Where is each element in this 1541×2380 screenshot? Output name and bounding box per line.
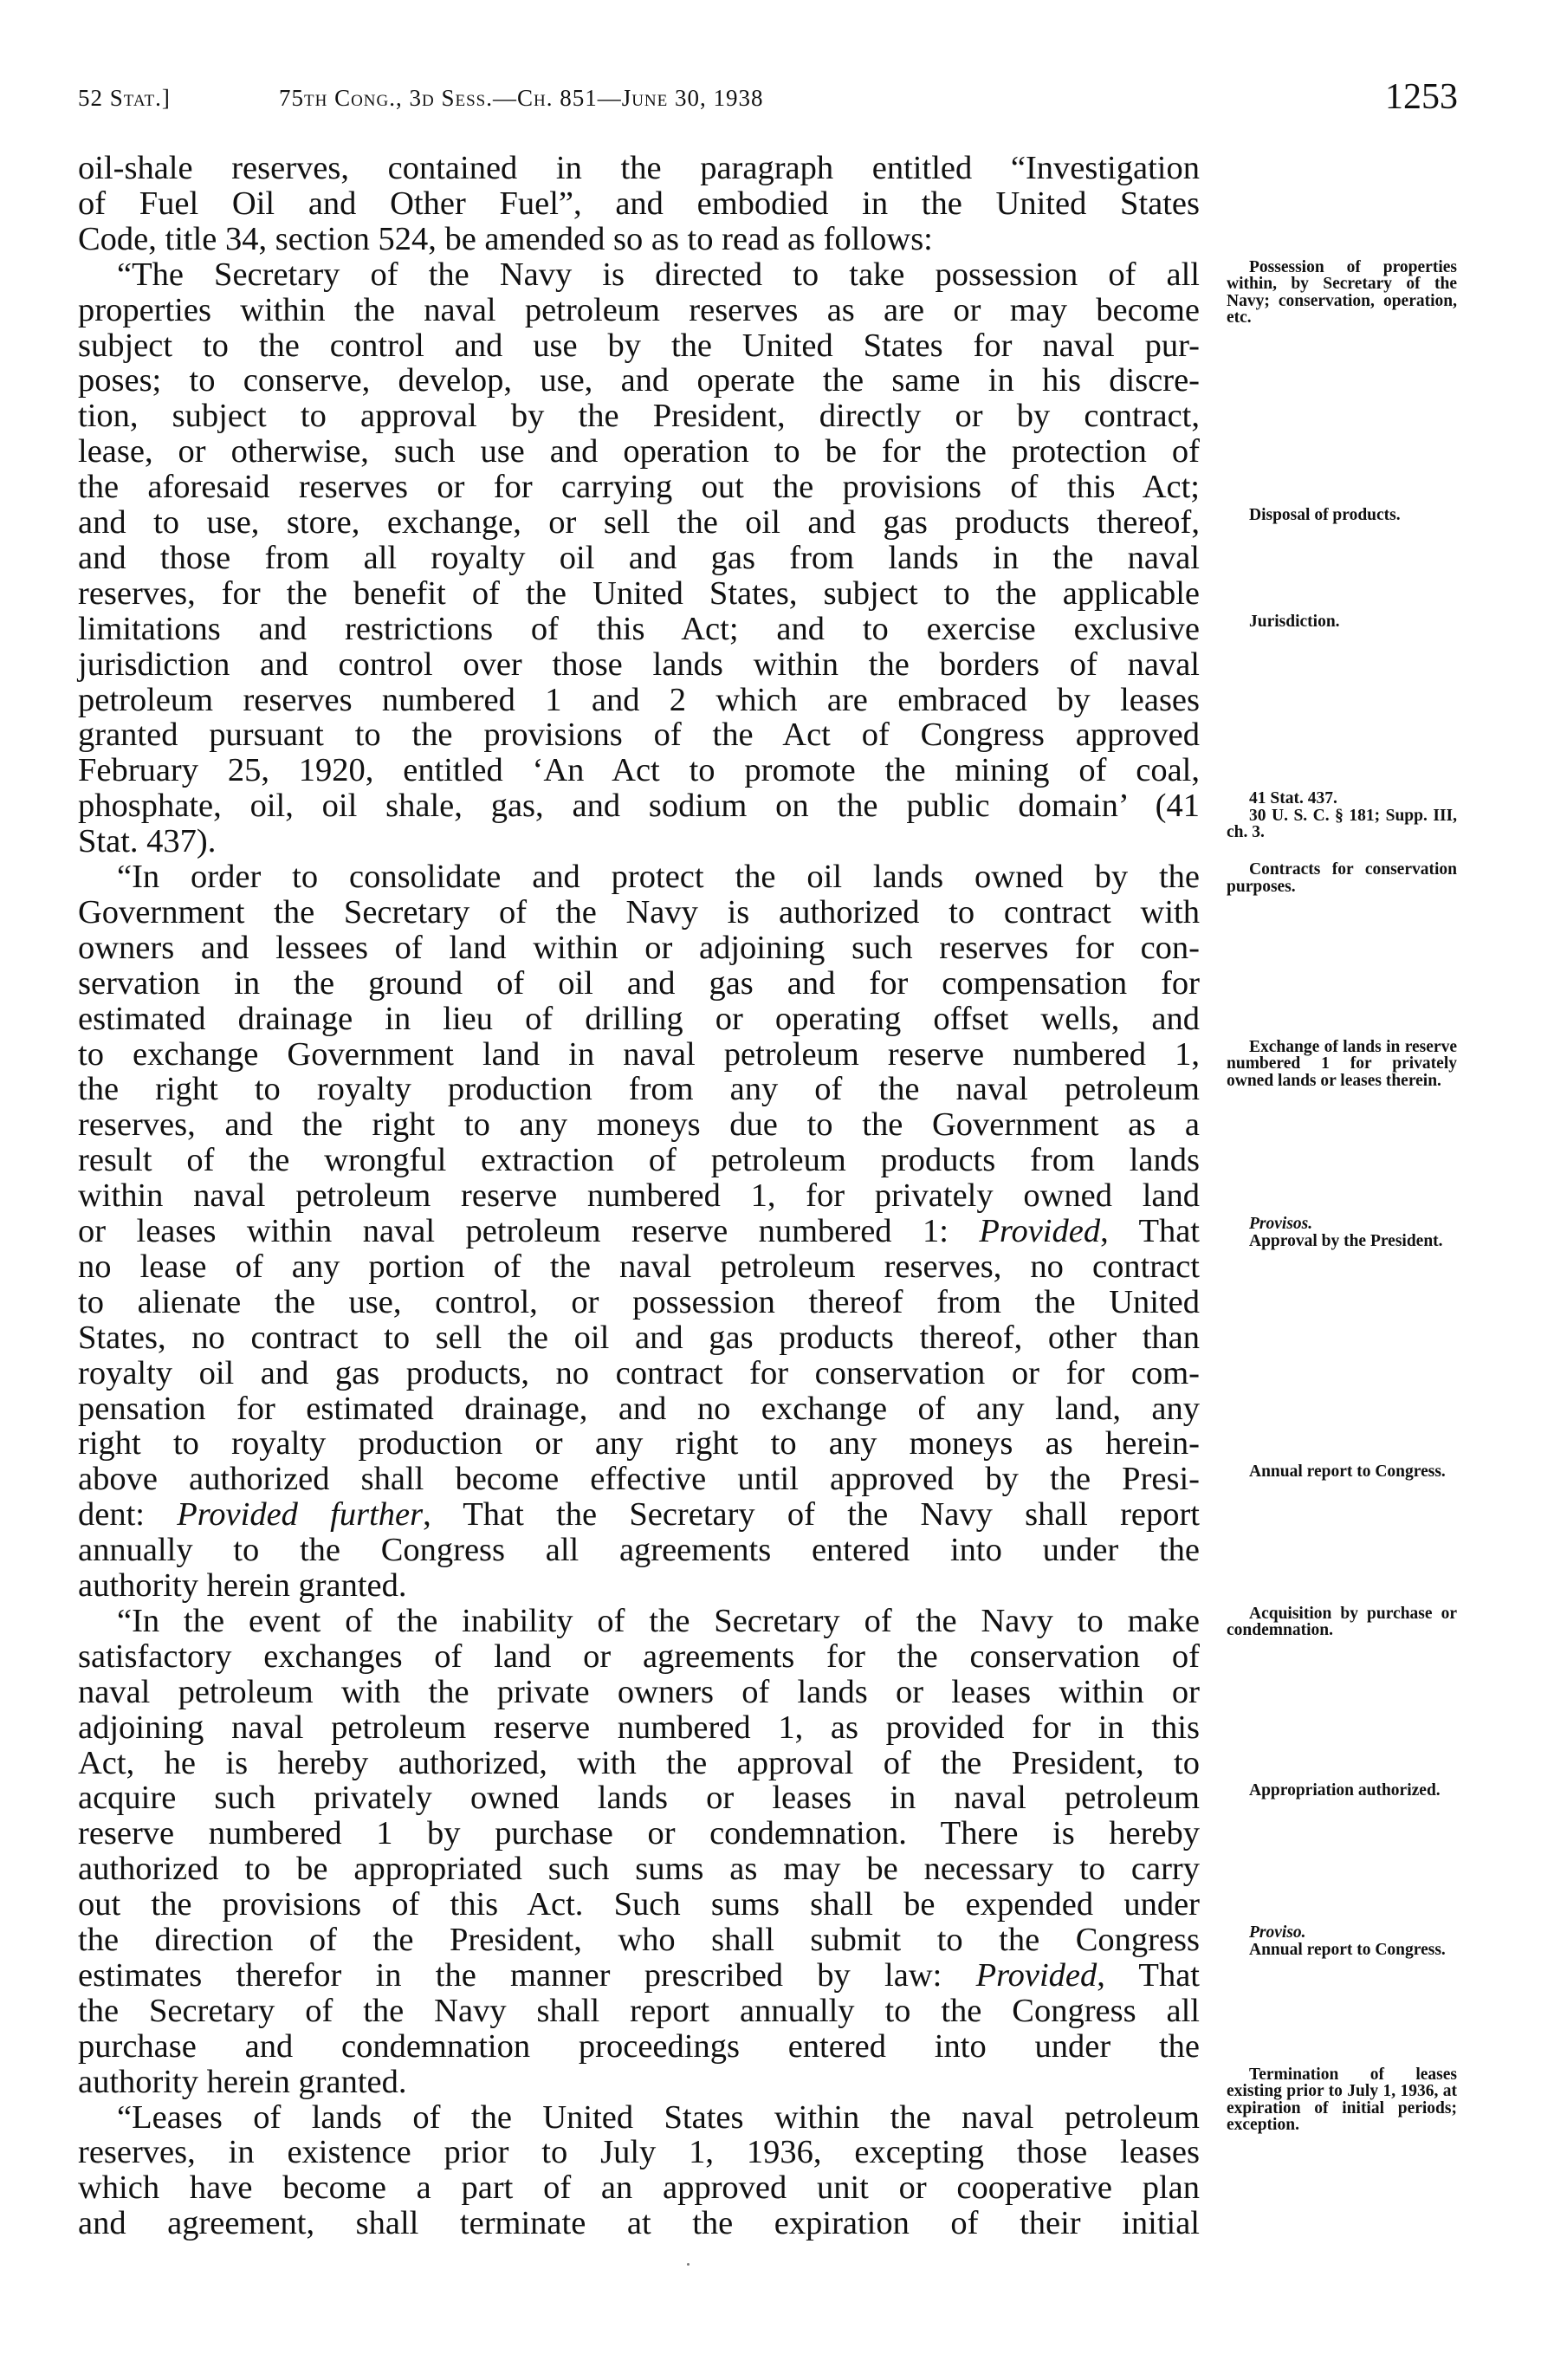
body-line — [78, 1249, 1200, 1285]
body-line — [78, 151, 1200, 186]
text-segment: acquire such privately owned lands or leases in naval petroleum — [78, 1780, 1200, 1817]
body-line — [78, 1072, 1200, 1107]
margin-note-text: Appropriation authorized. — [1249, 1781, 1441, 1800]
text-segment: of Fuel Oil and Other Fuel”, and embodied in the United States — [78, 185, 1200, 222]
body-line — [78, 363, 1200, 399]
italic-term: Provided — [975, 1956, 1097, 1994]
text-segment: “Leases of lands of the United States within the naval petroleum — [117, 2098, 1200, 2136]
margin-note-heading: Provisos. — [1249, 1215, 1313, 1233]
body-line — [78, 2029, 1200, 2065]
text-segment: reserve numbered 1 by purchase or condemnation. There is hereby — [78, 1815, 1200, 1852]
text-segment: the direction of the President, who shall submit to the Congress — [78, 1922, 1200, 1958]
body-line — [78, 788, 1200, 824]
margin-note — [1227, 507, 1457, 524]
text-segment: or leases within naval petroleum reserve numbered 1: — [78, 1213, 980, 1249]
text-segment: right to royalty production or any right to any moneys as herein- — [78, 1425, 1200, 1462]
body-line — [78, 1639, 1200, 1675]
margin-note-text: Termination of leases existing prior to July 1, 1936, at expiration of initial periods; exception. — [1227, 2065, 1457, 2135]
body-line — [78, 576, 1200, 612]
body-line — [78, 1462, 1200, 1497]
body-line — [78, 683, 1200, 718]
text-segment: servation in the ground of oil and gas and for compensation for — [78, 964, 1200, 1002]
text-segment: States, no contract to sell the oil and gas products thereof, other than — [78, 1319, 1200, 1356]
body-line — [78, 1533, 1200, 1568]
text-segment: owners and lessees of land within or adjoining such reserves for con- — [78, 929, 1200, 966]
text-segment: no lease of any portion of the naval petroleum reserves, no contract — [78, 1248, 1200, 1285]
body-line — [78, 2206, 1200, 2241]
text-segment: the Secretary of the Navy shall report annually to the Congress all — [78, 1992, 1200, 2029]
body-line — [78, 1887, 1200, 1923]
margin-note — [1227, 1605, 1457, 1639]
body-line — [78, 1002, 1200, 1037]
text-segment: dent: — [78, 1496, 178, 1534]
body-line — [78, 1851, 1200, 1887]
text-segment: phosphate, oil, oil shale, gas, and sodium on the public domain’ (41 — [78, 788, 1200, 825]
body-line — [78, 222, 1200, 257]
margin-note-text: 30 U. S. C. § 181; Supp. III, ch. 3. — [1227, 806, 1457, 842]
text-segment: the right to royalty production from any of the naval petroleum — [78, 1071, 1200, 1108]
margin-note-text: Approval by the President. — [1249, 1231, 1443, 1250]
body-line — [78, 1780, 1200, 1816]
body-line — [78, 541, 1200, 576]
text-segment: petroleum reserves numbered 1 and 2 which are embraced by leases — [78, 681, 1200, 718]
body-line — [78, 1923, 1200, 1958]
text-segment: February 25, 1920, entitled ‘An Act to promote the mining of coal, — [78, 752, 1200, 789]
body-line — [78, 647, 1200, 683]
text-segment: granted pursuant to the provisions of the Act of Congress approved — [78, 717, 1200, 754]
body-line — [78, 1426, 1200, 1462]
body-line — [117, 1604, 1200, 1639]
margin-note-text: Possession of properties within, by Secretary of the Navy; conservation, operation, etc. — [1227, 257, 1457, 327]
body-line — [78, 2170, 1200, 2206]
text-segment: lease, or otherwise, such use and operation to be for the protection of — [78, 433, 1200, 470]
body-line — [78, 1994, 1200, 2029]
text-segment: , That — [1097, 1956, 1200, 1994]
text-segment: to exchange Government land in naval petroleum reserve numbered 1, — [78, 1035, 1200, 1073]
body-line — [78, 1107, 1200, 1143]
body-line — [78, 1143, 1200, 1178]
body-line — [78, 1037, 1200, 1073]
text-segment: the aforesaid reserves or for carrying out the provisions of this Act; — [78, 469, 1200, 506]
text-segment: royalty oil and gas products, no contract for conservation or for com- — [78, 1354, 1200, 1391]
text-segment: limitations and restrictions of this Act; and to exercise exclusive — [78, 610, 1200, 647]
margin-note-text: Contracts for conservation purposes. — [1227, 860, 1457, 896]
margin-note — [1227, 790, 1457, 841]
body-line — [78, 434, 1200, 470]
text-segment: reserves, and the right to any moneys due to the Government as a — [78, 1106, 1200, 1144]
text-segment: purchase and condemnation proceedings entered into under the — [78, 2027, 1200, 2065]
text-segment: authority herein granted. — [78, 2063, 407, 2100]
body-line — [78, 966, 1200, 1002]
text-segment: tion, subject to approval by the President, directly or by contract, — [78, 398, 1200, 435]
text-segment: Code, title 34, section 524, be amended so as to read as follows: — [78, 220, 933, 257]
margin-note — [1227, 1782, 1457, 1800]
text-segment: authority herein granted. — [78, 1567, 407, 1604]
text-segment: to alienate the use, control, or possession thereof from the United — [78, 1283, 1200, 1320]
text-segment: Government the Secretary of the Navy is authorized to contract with — [78, 893, 1200, 931]
body-line — [78, 505, 1200, 541]
text-segment: authorized to be appropriated such sums as may be necessary to carry — [78, 1851, 1200, 1888]
text-segment: subject to the control and use by the United States for naval pur- — [78, 327, 1200, 364]
text-segment: “In order to consolidate and protect the oil lands owned by the — [117, 859, 1200, 895]
body-line — [78, 1356, 1200, 1391]
text-segment: satisfactory exchanges of land or agreements for the conservation of — [78, 1637, 1200, 1675]
body-line — [78, 1285, 1200, 1320]
body-line — [117, 859, 1200, 895]
body-line — [78, 1958, 1200, 1994]
body-line — [78, 2065, 1200, 2100]
margin-note — [1227, 613, 1457, 631]
body-line — [78, 612, 1200, 647]
body-line — [78, 1568, 1200, 1604]
text-segment: and to use, store, exchange, or sell the oil and gas products thereof, — [78, 504, 1200, 541]
margin-note — [1227, 1924, 1457, 1958]
margin-note — [1227, 2066, 1457, 2134]
text-segment: and those from all royalty oil and gas from lands in the naval — [78, 539, 1200, 576]
text-segment: oil-shale reserves, contained in the paragraph entitled “Investigation — [78, 150, 1200, 186]
print-speck — [687, 2263, 690, 2266]
text-segment: within naval petroleum reserve numbered 1, for privately owned land — [78, 1177, 1200, 1215]
margin-note-text: Jurisdiction. — [1249, 612, 1340, 631]
body-line — [78, 1391, 1200, 1427]
text-segment: which have become a part of an approved unit or cooperative plan — [78, 2169, 1200, 2207]
text-segment: reserves, in existence prior to July 1, 1936, excepting those leases — [78, 2134, 1200, 2171]
body-line — [78, 895, 1200, 931]
body-line — [117, 257, 1200, 293]
text-segment: result of the wrongful extraction of petroleum products from lands — [78, 1142, 1200, 1179]
body-line — [78, 399, 1200, 434]
body-line — [78, 753, 1200, 788]
text-segment: annually to the Congress all agreements entered into under the — [78, 1532, 1200, 1569]
text-segment: properties within the naval petroleum reserves as are or may become — [78, 291, 1200, 328]
margin-note — [1227, 861, 1457, 895]
margin-note — [1227, 1463, 1457, 1481]
text-segment: above authorized shall become effective until approved by the Presi- — [78, 1461, 1200, 1498]
margin-note-text: Acquisition by purchase or condemnation. — [1227, 1604, 1457, 1640]
text-segment: estimates therefor in the manner prescribed by law: — [78, 1956, 976, 1994]
margin-note-text: Exchange of lands in reserve numbered 1 for privately owned lands or leases therein. — [1227, 1037, 1457, 1090]
body-line — [78, 1214, 1200, 1249]
text-segment: “The Secretary of the Navy is directed to take possession of all — [117, 256, 1200, 293]
text-segment: , That the Secretary of the Navy shall report — [423, 1496, 1201, 1534]
italic-term: Provided — [979, 1213, 1101, 1249]
text-segment: out the provisions of this Act. Such sums shall be expended under — [78, 1886, 1200, 1923]
text-segment: jurisdiction and control over those lands within the borders of naval — [78, 645, 1200, 683]
body-line — [78, 470, 1200, 505]
text-segment: Act, he is hereby authorized, with the approval of the President, to — [78, 1744, 1200, 1781]
margin-note-text: Annual report to Congress. — [1249, 1462, 1446, 1482]
text-segment: , That — [1100, 1213, 1200, 1249]
body-line — [117, 2100, 1200, 2136]
body-line — [78, 1710, 1200, 1746]
body-line — [78, 1746, 1200, 1781]
text-segment: pensation for estimated drainage, and no exchange of any land, any — [78, 1390, 1200, 1427]
header-session: 75th Cong., 3d Sess.—Ch. 851—June 30, 1938 — [279, 85, 764, 111]
text-segment: “In the event of the inability of the Secretary of the Navy to make — [117, 1602, 1200, 1639]
body-line — [78, 1816, 1200, 1851]
margin-note — [1227, 1039, 1457, 1090]
body-line — [78, 328, 1200, 364]
body-line — [78, 1497, 1200, 1533]
body-line — [78, 931, 1200, 966]
text-segment: adjoining naval petroleum reserve numbered 1, as provided for in this — [78, 1709, 1200, 1746]
header-volume: 52 Stat.] — [78, 85, 171, 111]
page-number: 1253 — [1385, 77, 1458, 117]
text-segment: estimated drainage in lieu of drilling or operating offset wells, and — [78, 1000, 1200, 1037]
body-line — [78, 1320, 1200, 1356]
text-segment: reserves, for the benefit of the United States, subject to the applicable — [78, 574, 1200, 612]
margin-note-text: Disposal of products. — [1249, 506, 1401, 524]
body-line — [78, 293, 1200, 328]
margin-note-heading: Proviso. — [1249, 1923, 1306, 1942]
margin-note-text: Annual report to Congress. — [1249, 1940, 1446, 1959]
text-segment: and agreement, shall terminate at the expiration of their initial — [78, 2205, 1200, 2242]
text-segment: Stat. 437). — [78, 823, 217, 860]
italic-term: Provided further — [177, 1496, 424, 1534]
margin-note — [1227, 259, 1457, 327]
body-line — [78, 824, 1200, 859]
body-line — [78, 717, 1200, 753]
body-line — [78, 186, 1200, 222]
margin-note — [1227, 1216, 1457, 1249]
body-line — [78, 2135, 1200, 2170]
text-segment: naval petroleum with the private owners of lands or leases within or — [78, 1673, 1200, 1710]
text-segment: poses; to conserve, develop, use, and operate the same in his discre- — [78, 362, 1200, 399]
body-line — [78, 1675, 1200, 1710]
body-line — [78, 1178, 1200, 1214]
margin-note-text: 41 Stat. 437. — [1249, 789, 1337, 808]
